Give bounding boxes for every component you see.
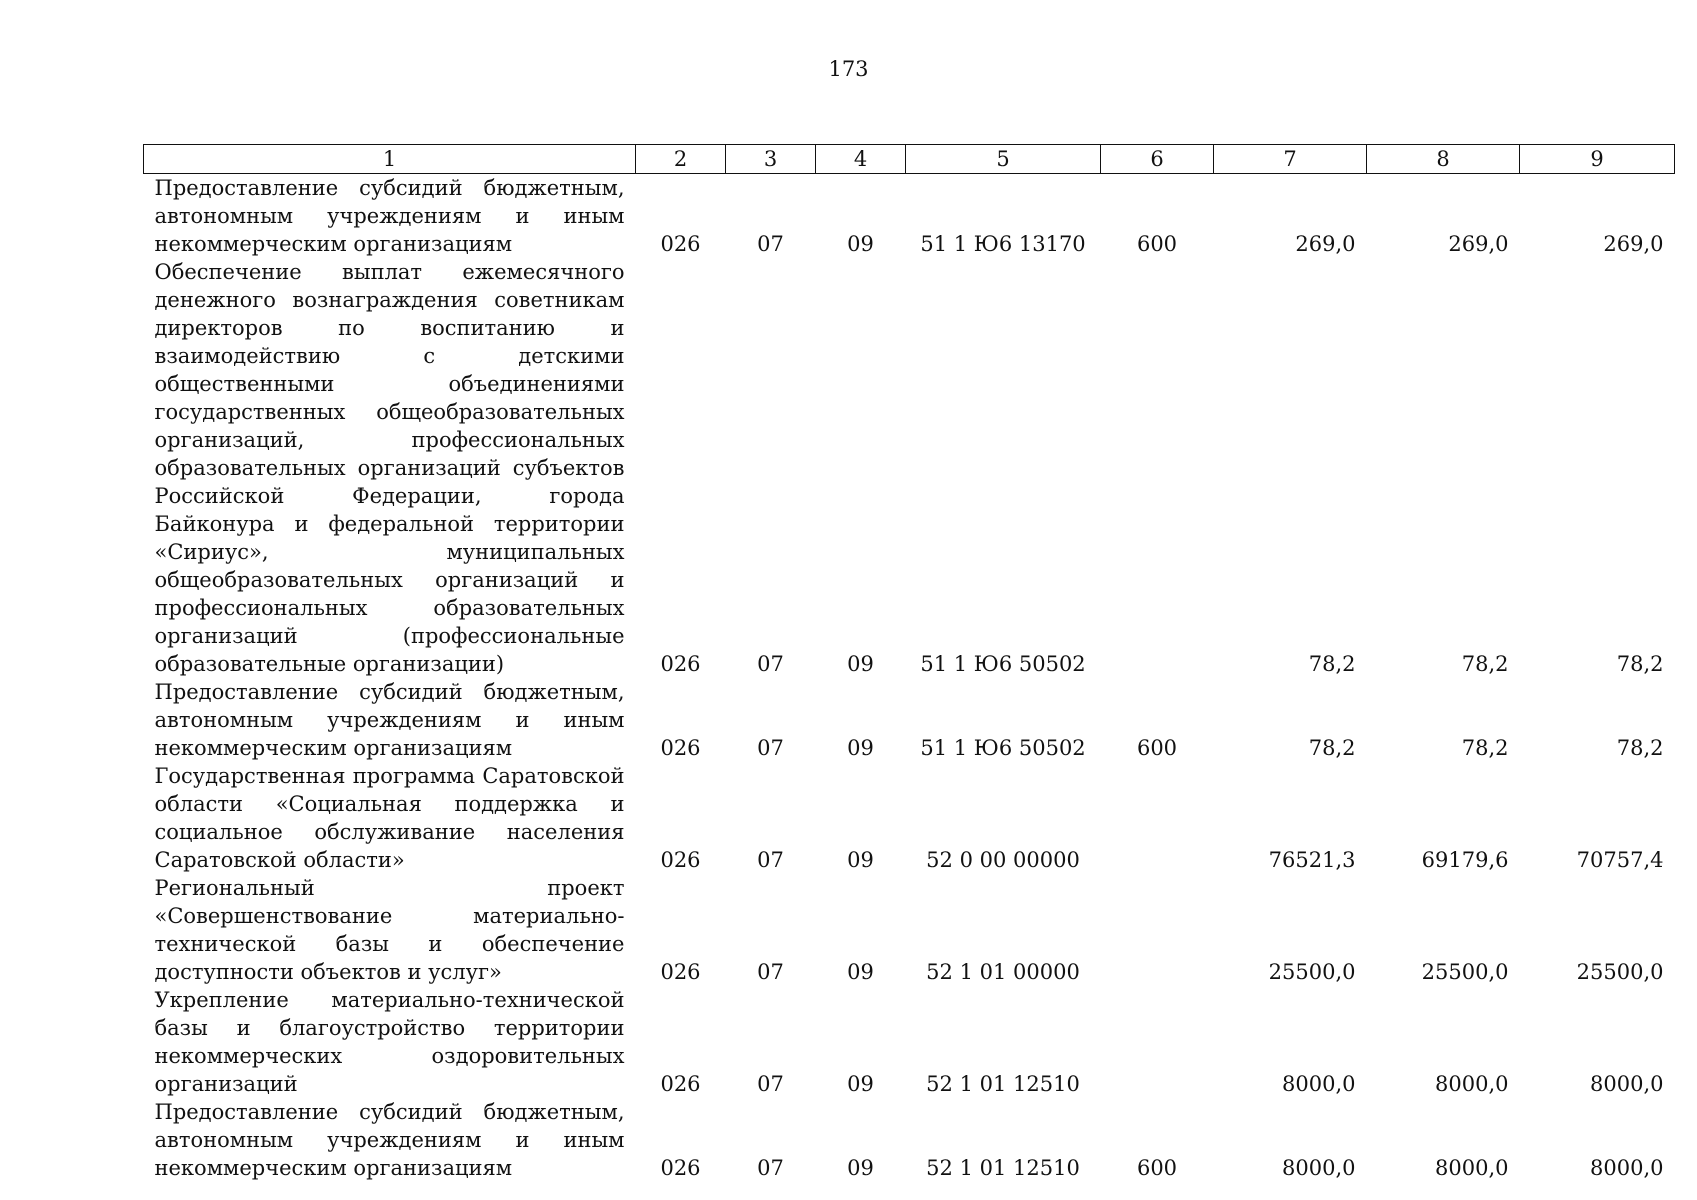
header-cell: 9 (1520, 145, 1675, 174)
row-expense-type (1101, 986, 1214, 1098)
row-section: 07 (757, 1156, 784, 1180)
row-value-7: 25500,0 (1268, 960, 1356, 984)
row-name: Укрепление материально-технической базы и благоустройство территории некоммерческих оздоровительных организаций (154, 988, 625, 1096)
row-admin-code: 026 (660, 652, 701, 676)
row-expense-type: 600 (1136, 232, 1178, 256)
row-subsection: 09 (847, 232, 874, 256)
row-expense-type (1101, 762, 1214, 874)
header-cell: 8 (1367, 145, 1520, 174)
header-cell: 6 (1101, 145, 1214, 174)
row-admin-code: 026 (660, 960, 701, 984)
row-subsection: 09 (847, 736, 874, 760)
table-row (144, 258, 1675, 678)
row-admin-code: 026 (660, 1156, 701, 1180)
header-cell: 1 (144, 145, 636, 174)
row-admin-code: 026 (660, 848, 701, 872)
row-section: 07 (757, 1072, 784, 1096)
row-section: 07 (757, 736, 784, 760)
row-value-9: 8000,0 (1590, 1072, 1664, 1096)
row-name: Обеспечение выплат ежемесячного денежного вознаграждения советникам директоров по воспитанию и взаимодействию с детскими общественными объединениями государственных общеобразовательных организаций, профессиональных образовательных организаций субъектов Российской Федерации, города Байконура и федеральной территории «Сириус», муниципальных общеобразовательных организаций и профессиональных образовательных организаций (профессиональные образовательные организации) (154, 260, 625, 676)
row-value-8: 269,0 (1448, 232, 1509, 256)
row-expense-type (1101, 874, 1214, 986)
row-name: Предоставление субсидий бюджетным, автономным учреждениям и иным некоммерческим организациям (154, 176, 625, 256)
header-cell: 7 (1214, 145, 1367, 174)
row-target-code: 52 1 01 12510 (926, 1156, 1080, 1180)
table-row (144, 762, 1675, 874)
row-value-8: 78,2 (1461, 652, 1509, 676)
row-value-9: 70757,4 (1576, 848, 1664, 872)
header-row (144, 145, 1675, 174)
row-section: 07 (757, 960, 784, 984)
row-subsection: 09 (847, 848, 874, 872)
row-value-9: 25500,0 (1576, 960, 1664, 984)
row-admin-code: 026 (660, 1072, 701, 1096)
row-section: 07 (757, 232, 784, 256)
row-name: Предоставление субсидий бюджетным, автономным учреждениям и иным некоммерческим организациям (154, 680, 625, 760)
row-value-9: 269,0 (1603, 232, 1664, 256)
row-subsection: 09 (847, 1156, 874, 1180)
row-value-7: 8000,0 (1282, 1156, 1356, 1180)
row-target-code: 52 1 01 12510 (926, 1072, 1080, 1096)
row-target-code: 51 1 Ю6 50502 (920, 652, 1086, 676)
row-value-7: 78,2 (1308, 652, 1356, 676)
row-value-7: 269,0 (1295, 232, 1356, 256)
table-row (144, 678, 1675, 762)
row-name: Государственная программа Саратовской области «Социальная поддержка и социальное обслуживание населения Саратовской области» (154, 764, 625, 872)
row-value-9: 78,2 (1616, 736, 1664, 760)
row-target-code: 51 1 Ю6 13170 (920, 232, 1086, 256)
row-subsection: 09 (847, 652, 874, 676)
row-value-9: 8000,0 (1590, 1156, 1664, 1180)
table-row (144, 1098, 1675, 1182)
row-expense-type: 600 (1136, 736, 1178, 760)
row-value-7: 8000,0 (1282, 1072, 1356, 1096)
row-value-8: 25500,0 (1421, 960, 1509, 984)
row-value-7: 78,2 (1308, 736, 1356, 760)
row-admin-code: 026 (660, 736, 701, 760)
row-value-8: 78,2 (1461, 736, 1509, 760)
row-name: Региональный проект «Совершенствование материально-технической базы и обеспечение доступности объектов и услуг» (154, 876, 625, 984)
table-row (144, 986, 1675, 1098)
row-name: Предоставление субсидий бюджетным, автономным учреждениям и иным некоммерческим организациям (154, 1100, 625, 1180)
header-cell: 4 (816, 145, 906, 174)
row-target-code: 51 1 Ю6 50502 (920, 736, 1086, 760)
row-value-8: 69179,6 (1421, 848, 1509, 872)
row-subsection: 09 (847, 960, 874, 984)
row-expense-type: 600 (1136, 1156, 1178, 1180)
row-target-code: 52 0 00 00000 (926, 848, 1080, 872)
row-subsection: 09 (847, 1072, 874, 1096)
budget-table (143, 144, 1675, 1182)
row-section: 07 (757, 652, 784, 676)
header-cell: 2 (636, 145, 726, 174)
row-value-8: 8000,0 (1435, 1072, 1509, 1096)
row-value-7: 76521,3 (1268, 848, 1356, 872)
row-value-9: 78,2 (1616, 652, 1664, 676)
row-section: 07 (757, 848, 784, 872)
page-number: 173 (828, 57, 869, 81)
header-cell: 3 (726, 145, 816, 174)
row-expense-type (1101, 258, 1214, 678)
header-cell: 5 (906, 145, 1101, 174)
table-row (144, 874, 1675, 986)
row-value-8: 8000,0 (1435, 1156, 1509, 1180)
row-admin-code: 026 (660, 232, 701, 256)
row-target-code: 52 1 01 00000 (926, 960, 1080, 984)
table-row (144, 174, 1675, 259)
